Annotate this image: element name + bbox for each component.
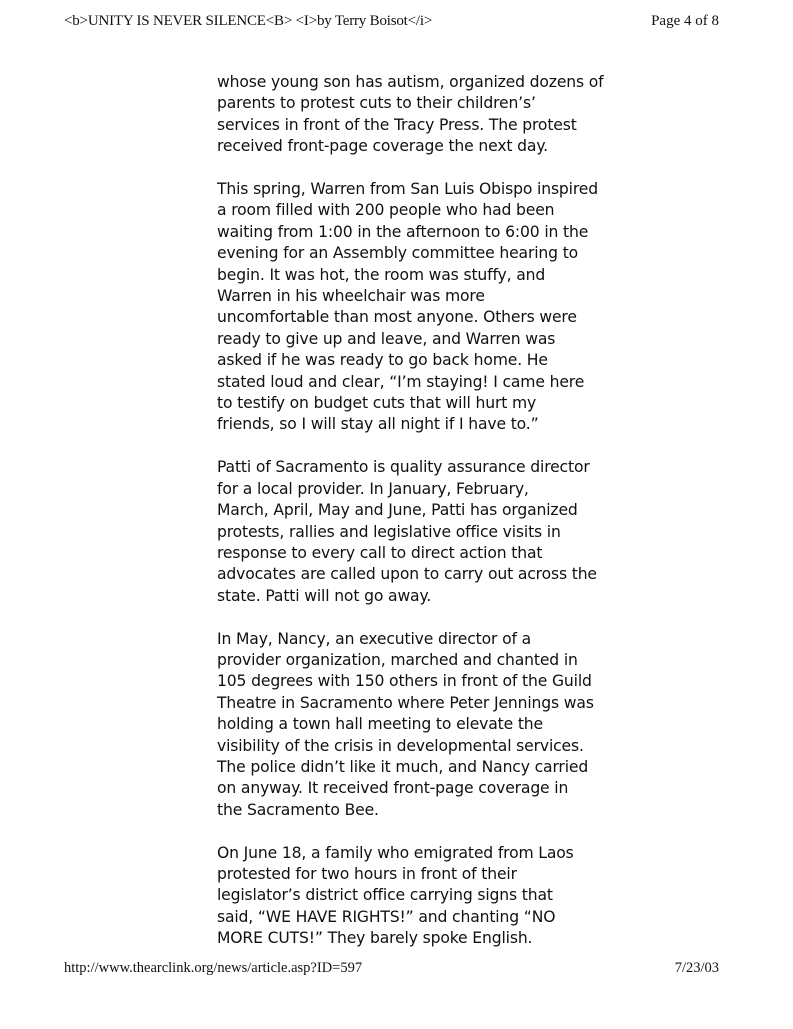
article-body (217, 72, 637, 971)
text-line: On June 18, a family who emigrated from Laos (217, 843, 574, 862)
text-line: 105 degrees with 150 others in front of the Guild (217, 672, 592, 691)
document-title: <b>UNITY IS NEVER SILENCE<B> <I>by Terry Boisot</i> (64, 13, 433, 29)
paragraph (217, 457, 637, 607)
text-line: to testify on budget cuts that will hurt my (217, 394, 537, 413)
text-line: provider organization, marched and chanted in (217, 650, 578, 669)
paragraph (217, 72, 637, 158)
paragraph (217, 179, 637, 436)
text-line: Theatre in Sacramento where Peter Jennings was (217, 693, 594, 712)
text-line: response to every call to direct action that (217, 543, 543, 562)
text-line: holding a town hall meeting to elevate the (217, 715, 543, 734)
text-line: In May, Nancy, an executive director of a (217, 629, 532, 648)
text-line: begin. It was hot, the room was stuffy, and (217, 265, 546, 284)
paragraph (217, 843, 637, 950)
text-line: The police didn’t like it much, and Nancy carried (217, 757, 589, 776)
text-line: received front-page coverage the next day. (217, 137, 548, 156)
text-line: evening for an Assembly committee hearing to (217, 244, 579, 263)
text-line: Patti of Sacramento is quality assurance director (217, 458, 590, 477)
text-line: Warren in his wheelchair was more (217, 287, 485, 306)
text-line: protests, rallies and legislative office visits in (217, 522, 561, 541)
text-line: services in front of the Tracy Press. The protest (217, 115, 577, 134)
text-line: This spring, Warren from San Luis Obispo inspired (217, 180, 598, 199)
paragraph (217, 629, 637, 822)
text-line: visibility of the crisis in developmental services. (217, 736, 584, 755)
text-line: advocates are called upon to carry out across the (217, 565, 597, 584)
text-line: uncomfortable than most anyone. Others were (217, 308, 577, 327)
text-line: ready to give up and leave, and Warren was (217, 329, 556, 348)
page-indicator: Page 4 of 8 (651, 13, 719, 29)
text-line: waiting from 1:00 in the afternoon to 6:00 in the (217, 222, 589, 241)
text-line: said, “WE HAVE RIGHTS!” and chanting “NO (217, 907, 556, 926)
text-line: whose young son has autism, organized dozens of (217, 73, 604, 91)
text-line: on anyway. It received front-page coverage in (217, 779, 569, 798)
text-line: a room filled with 200 people who had been (217, 201, 555, 220)
text-line: parents to protest cuts to their children’s’ (217, 94, 536, 113)
text-line: protested for two hours in front of their (217, 864, 517, 883)
text-line: the Sacramento Bee. (217, 800, 379, 819)
text-line: legislator’s district office carrying signs that (217, 886, 553, 905)
page-footer (0, 958, 793, 988)
text-line: stated loud and clear, “I’m staying! I came here (217, 372, 585, 391)
page-header (0, 0, 793, 40)
text-line: friends, so I will stay all night if I have to.” (217, 415, 539, 434)
text-line: MORE CUTS!” They barely spoke English. (217, 929, 533, 948)
text-line: March, April, May and June, Patti has organized (217, 501, 578, 520)
source-url: http://www.thearclink.org/news/article.asp?ID=597 (64, 960, 363, 976)
text-line: for a local provider. In January, February, (217, 479, 529, 498)
text-line: asked if he was ready to go back home. He (217, 351, 548, 370)
print-date: 7/23/03 (674, 960, 719, 976)
text-line: state. Patti will not go away. (217, 586, 432, 605)
